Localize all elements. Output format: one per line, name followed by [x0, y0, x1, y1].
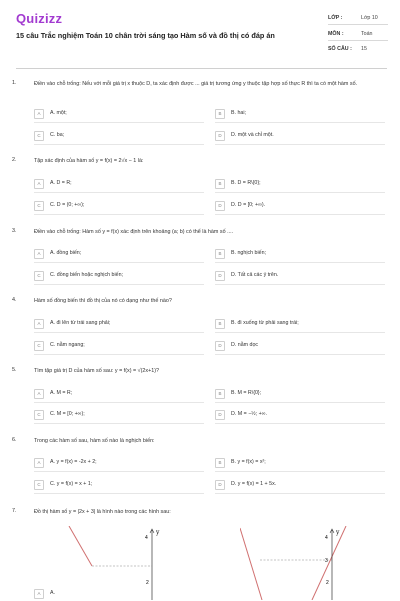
- option-text: C. ba;: [50, 132, 65, 138]
- option-b[interactable]: [215, 319, 375, 331]
- meta-row-count: [328, 43, 388, 55]
- option-text: B. đi xuống từ phải sang trái;: [231, 320, 299, 326]
- option-text: C. nằm ngang;: [50, 342, 85, 348]
- option-text: D. nằm dọc: [231, 342, 259, 348]
- option-d[interactable]: [215, 480, 375, 492]
- option-letter-box: B: [215, 458, 225, 468]
- option-a[interactable]: [34, 589, 194, 601]
- option-text: A. đồng biến;: [50, 250, 82, 256]
- meta-key: LỚP :: [328, 15, 343, 21]
- option-letter-box: C: [34, 201, 44, 211]
- question-number: 4.: [12, 297, 17, 303]
- option-c[interactable]: [34, 271, 194, 283]
- option-text: A. M = R;: [50, 390, 73, 396]
- question-number: 3.: [12, 228, 17, 234]
- option-letter-box: C: [34, 480, 44, 490]
- option-letter-box: B: [215, 319, 225, 329]
- meta-value: Lớp 10: [361, 15, 378, 21]
- y-axis-label: y: [336, 529, 340, 536]
- option-letter-box: D: [215, 341, 225, 351]
- tick-label-2: 2: [326, 580, 329, 586]
- question-number: 2.: [12, 157, 17, 163]
- option-letter-box: D: [215, 131, 225, 141]
- y-axis-label: y: [156, 529, 160, 536]
- option-c[interactable]: [34, 480, 194, 492]
- option-text: B. M = R\{0};: [231, 390, 262, 396]
- question-number: 1.: [12, 80, 17, 86]
- question-number: 5.: [12, 367, 17, 373]
- worksheet-title: 15 câu Trắc nghiệm Toán 10 chân trời sáng tạo Hàm số và đồ thị có đáp án: [16, 31, 275, 40]
- option-text: D. y = f(x) = 1 + 5x.: [231, 481, 277, 487]
- option-a[interactable]: [34, 179, 194, 191]
- option-text: A. D = R;: [50, 180, 72, 186]
- option-letter-box: C: [34, 131, 44, 141]
- option-letter-box: A: [34, 589, 44, 599]
- tick-label-3: 3: [325, 558, 328, 564]
- option-d[interactable]: [215, 410, 375, 422]
- question-number: 6.: [12, 437, 17, 443]
- option-letter-box: B: [215, 179, 225, 189]
- option-letter-box: D: [215, 480, 225, 490]
- option-letter-box: D: [215, 271, 225, 281]
- option-text: A. đi lên từ trái sang phải;: [50, 320, 111, 326]
- option-a[interactable]: [34, 249, 194, 261]
- option-c[interactable]: [34, 201, 194, 213]
- option-a[interactable]: [34, 458, 194, 470]
- header-divider: [16, 68, 387, 69]
- graph-line-right: [312, 526, 346, 600]
- option-text: B. hai;: [231, 110, 247, 116]
- graph-line-left: [69, 526, 92, 566]
- meta-key: SỐ CÂU :: [328, 46, 352, 52]
- option-d[interactable]: [215, 341, 375, 353]
- option-text: A.: [50, 590, 56, 596]
- option-text: B. nghịch biến;: [231, 250, 267, 256]
- option-letter-box: C: [34, 341, 44, 351]
- graph-option-b: [240, 526, 350, 600]
- option-letter-box: A: [34, 109, 44, 119]
- meta-value: 15: [361, 46, 367, 52]
- worksheet-header: [0, 0, 400, 62]
- meta-row-subject: [328, 28, 388, 41]
- question-text: Hàm số đồng biến thì đồ thị của nó có dạng như thế nào?: [34, 298, 172, 304]
- option-b[interactable]: [215, 109, 375, 121]
- option-letter-box: D: [215, 410, 225, 420]
- option-letter-box: A: [34, 249, 44, 259]
- option-b[interactable]: [215, 389, 375, 401]
- option-text: C. đồng biến hoặc nghịch biến;: [50, 272, 124, 278]
- quizizz-logo[interactable]: Quizizz: [16, 11, 63, 26]
- option-text: A. một;: [50, 110, 67, 116]
- option-text: C. y = f(x) = x + 1;: [50, 481, 93, 487]
- question-text: Đồ thị hàm số y = |2x + 3| là hình nào trong các hình sau:: [34, 509, 171, 515]
- option-b[interactable]: [215, 458, 375, 470]
- option-text: A. y = f(x) = -2x + 2;: [50, 459, 97, 465]
- option-letter-box: A: [34, 389, 44, 399]
- graph-line-left: [240, 528, 262, 600]
- question-text: Trong các hàm số sau, hàm số nào là nghịch biến:: [34, 438, 155, 444]
- question-text: Điền vào chỗ trống: Nếu với mỗi giá trị x thuộc D, ta xác định được ... giá trị tương ứng y thuộc tập hợp số thực R thì ta có một hàm số.: [34, 81, 358, 87]
- meta-row-grade: [328, 12, 388, 25]
- option-c[interactable]: [34, 341, 194, 353]
- question-number: 7.: [12, 508, 17, 514]
- option-letter-box: C: [34, 410, 44, 420]
- option-letter-box: C: [34, 271, 44, 281]
- option-a[interactable]: [34, 389, 194, 401]
- option-d[interactable]: [215, 271, 375, 283]
- option-letter-box: B: [215, 249, 225, 259]
- option-d[interactable]: [215, 131, 375, 143]
- question-text: Tìm tập giá trị D của hàm số sau: y = f(x) = √(2x+1)?: [34, 368, 160, 374]
- option-text: C. D = (0; +∞);: [50, 202, 85, 208]
- option-b[interactable]: [215, 249, 375, 261]
- option-text: D. D = [0; +∞).: [231, 202, 266, 208]
- option-letter-box: A: [34, 179, 44, 189]
- option-b[interactable]: [215, 179, 375, 191]
- option-letter-box: B: [215, 109, 225, 119]
- meta-key: MÔN :: [328, 31, 344, 37]
- tick-label-2: 2: [146, 580, 149, 586]
- option-letter-box: B: [215, 389, 225, 399]
- option-c[interactable]: [34, 410, 194, 422]
- option-a[interactable]: [34, 319, 194, 331]
- option-c[interactable]: [34, 131, 194, 143]
- question-text: Tập xác định của hàm số y = f(x) = 2√x − 1 là:: [34, 158, 144, 164]
- option-letter-box: A: [34, 319, 44, 329]
- option-d[interactable]: [215, 201, 375, 213]
- tick-label-4: 4: [325, 535, 328, 541]
- option-text: D. M = −½; +∞.: [231, 411, 268, 417]
- option-letter-box: D: [215, 201, 225, 211]
- option-text: D. một và chỉ một.: [231, 132, 274, 138]
- option-a[interactable]: [34, 109, 194, 121]
- option-text: B. D = R\{0};: [231, 180, 261, 186]
- question-text: Điền vào chỗ trống: Hàm số y = f(x) xác định trên khoảng (a; b) có thể là hàm số ....: [34, 229, 234, 235]
- option-text: D. Tất cả các ý trên.: [231, 272, 279, 278]
- meta-value: Toán: [361, 31, 373, 37]
- option-text: C. M = [0; +∞);: [50, 411, 85, 417]
- option-text: B. y = f(x) = x²;: [231, 459, 266, 465]
- tick-label-4: 4: [145, 535, 148, 541]
- option-letter-box: A: [34, 458, 44, 468]
